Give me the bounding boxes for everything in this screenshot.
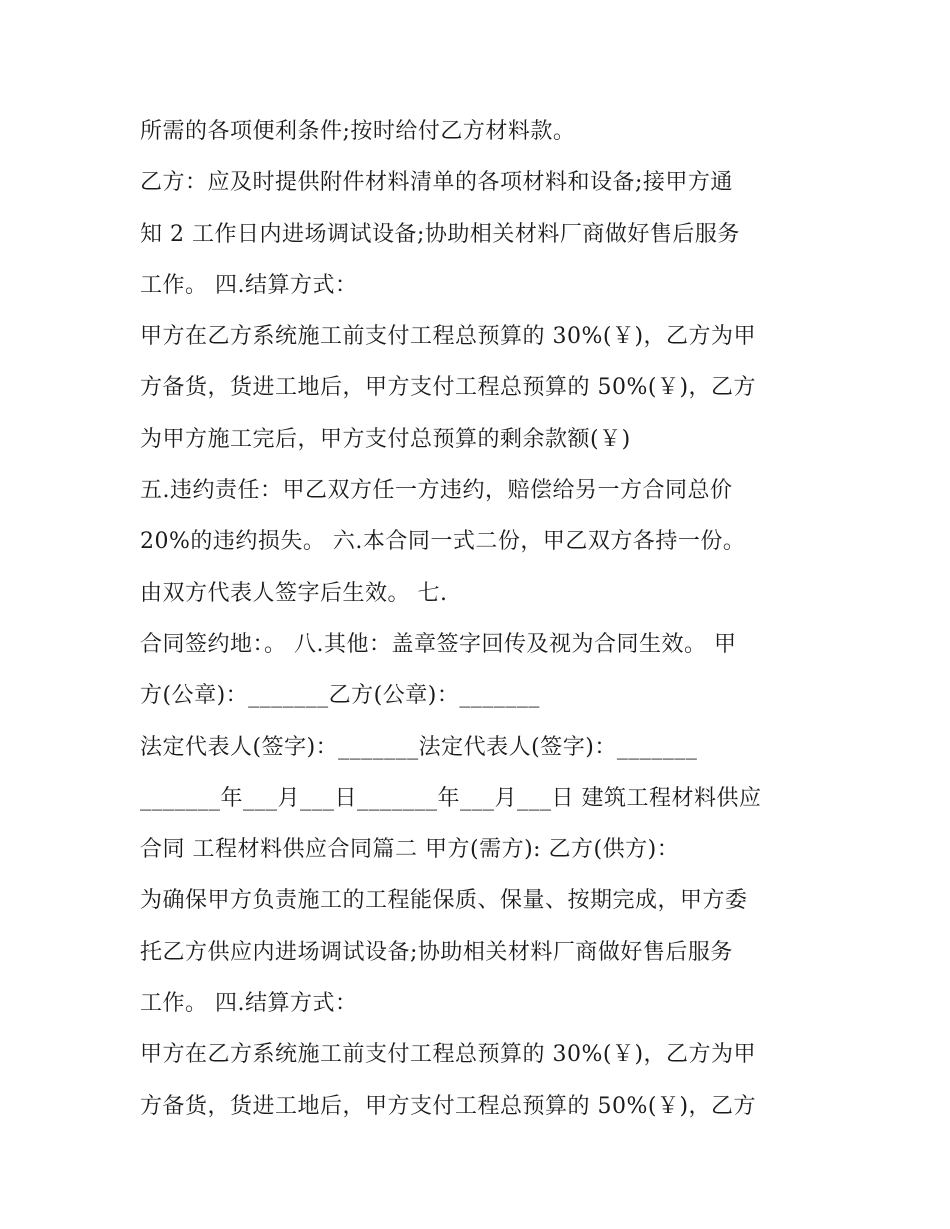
- text-line: 工作。 四.结算方式：: [140, 991, 358, 1017]
- text-line: 甲方在乙方系统施工前支付工程总预算的 30%(￥)，乙方为甲: [140, 1042, 757, 1068]
- text-line: 合同签约地：。 八.其他：盖章签字回传及视为合同生效。 甲: [140, 631, 737, 657]
- text-line: 法定代表人(签字)：_______法定代表人(签字)：_______: [140, 734, 698, 760]
- text-line: 托乙方供应内进场调试设备;协助相关材料厂商做好售后服务: [140, 939, 733, 965]
- text-line: 方备货，货进工地后，甲方支付工程总预算的 50%(￥)，乙方: [140, 375, 757, 401]
- text-line: 为甲方施工完后，甲方支付总预算的剩余款额(￥): [140, 426, 631, 452]
- text-line: 方(公章)：_______乙方(公章)：_______: [140, 683, 540, 709]
- text-line: 甲方在乙方系统施工前支付工程总预算的 30%(￥)，乙方为甲: [140, 324, 757, 350]
- text-line: 为确保甲方负责施工的工程能保质、保量、按期完成，甲方委: [140, 888, 748, 914]
- text-line: 所需的各项便利条件;按时给付乙方材料款。: [140, 119, 576, 144]
- text-line: 方备货，货进工地后，甲方支付工程总预算的 50%(￥)，乙方: [140, 1093, 757, 1119]
- text-line: 乙方：应及时提供附件材料清单的各项材料和设备;接甲方通: [140, 170, 733, 196]
- text-line: 20%的违约损失。 六.本合同一式二份，甲乙双方各持一份。: [140, 529, 746, 555]
- text-line: _______年___月___日_______年___月___日 建筑工程材料供应: [140, 785, 762, 811]
- contract-text: [140, 106, 820, 1132]
- text-line: 五.违约责任：甲乙双方任一方违约，赔偿给另一方合同总价: [140, 478, 733, 504]
- text-line: 工作。 四.结算方式：: [140, 272, 358, 298]
- text-line: 由双方代表人签字后生效。 七.: [140, 580, 448, 606]
- text-line: 合同 工程材料供应合同篇二 甲方(需方): 乙方(供方)：: [140, 837, 680, 863]
- text-line: 知 2 工作日内进场调试设备;协助相关材料厂商做好售后服务: [140, 221, 740, 247]
